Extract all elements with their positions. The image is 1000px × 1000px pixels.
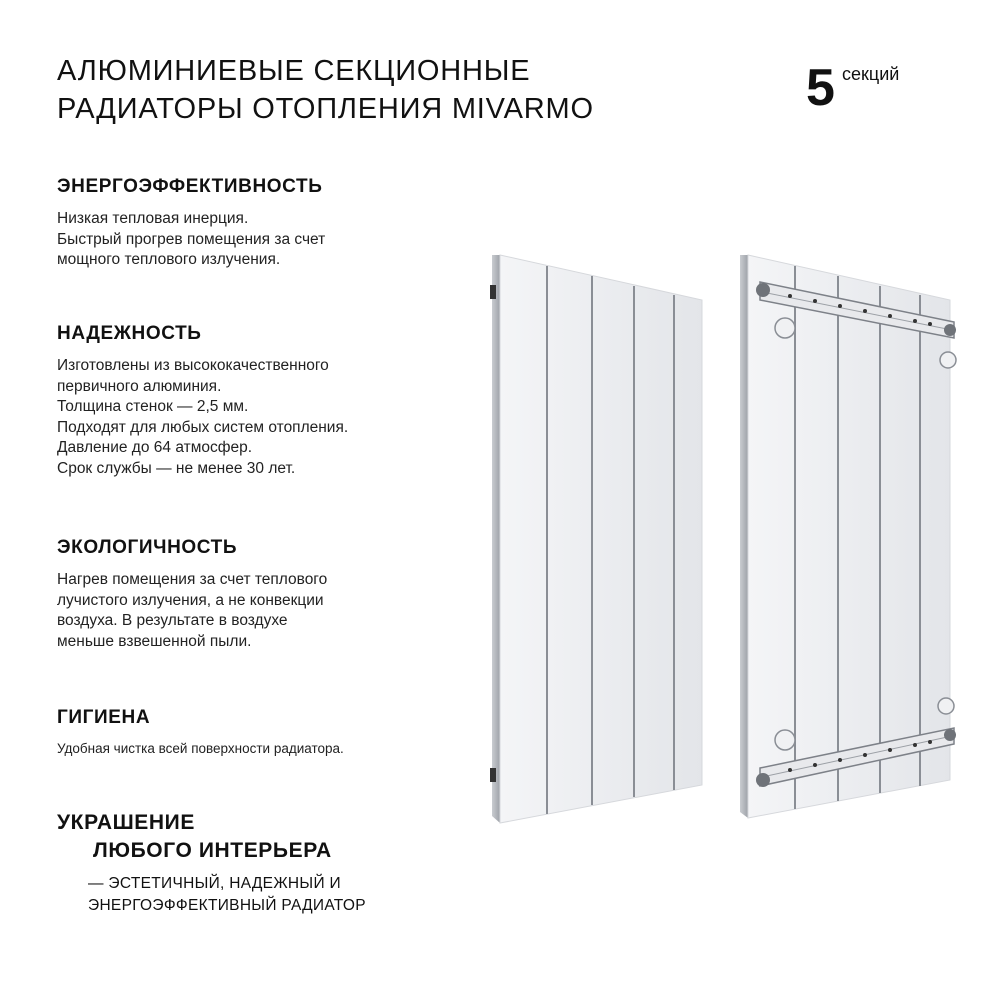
sections-label: секций	[842, 64, 900, 84]
feature-text-line: Подходят для любых систем отопления.	[57, 418, 349, 436]
radiator-front-view	[490, 255, 702, 823]
feature-text-line: мощного теплового излучения.	[57, 251, 281, 269]
feature-heading: ЭКОЛОГИЧНОСТЬ	[57, 537, 238, 558]
feature-text-line: Изготовлены из высококачественного	[57, 357, 329, 374]
feature-text-line: Давление до 64 атмосфер.	[57, 439, 253, 457]
decor-subtext-line-2: ЭНЕРГОЭФФЕКТИВНЫЙ РАДИАТОР	[88, 897, 366, 914]
title-line-1: АЛЮМИНИЕВЫЕ СЕКЦИОННЫЕ	[57, 55, 531, 87]
feature-ecology	[57, 536, 457, 652]
feature-text-line: Срок службы — не менее 30 лет.	[57, 459, 296, 477]
feature-text-line: Толщина стенок — 2,5 мм.	[57, 398, 249, 416]
title-line-2: РАДИАТОРЫ ОТОПЛЕНИЯ MIVARMO	[57, 93, 594, 125]
feature-text-line: воздуха. В результате в воздухе	[57, 612, 288, 630]
decor-subtext-line-1: — ЭСТЕТИЧНЫЙ, НАДЕЖНЫЙ И	[88, 875, 341, 892]
feature-text-line: Удобная чистка всей поверхности радиатора.	[57, 741, 344, 756]
decor-heading-line-1: УКРАШЕНИЕ	[57, 811, 195, 834]
feature-heading: ГИГИЕНА	[57, 707, 151, 728]
interior-decoration-block	[57, 809, 366, 917]
feature-hygiene	[57, 706, 457, 760]
feature-text-line: лучистого излучения, а не конвекции	[57, 591, 324, 609]
decor-heading-line-2: ЛЮБОГО ИНТЕРЬЕРА	[93, 839, 332, 862]
feature-heading: ЭНЕРГОЭФФЕКТИВНОСТЬ	[57, 176, 323, 197]
feature-heading: НАДЕЖНОСТЬ	[57, 323, 202, 344]
radiator-back-view	[740, 255, 956, 818]
feature-text-line: Низкая тепловая инерция.	[57, 210, 249, 227]
feature-reliability	[57, 322, 457, 480]
feature-text-line: Нагрев помещения за счет теплового	[57, 571, 328, 588]
sections-number: 5	[806, 59, 835, 117]
radiator-images	[460, 240, 980, 840]
feature-text-line: первичного алюминия.	[57, 377, 222, 395]
feature-text-line: меньше взвешенной пыли.	[57, 632, 252, 650]
feature-energy-efficiency	[57, 175, 457, 271]
feature-text-line: Быстрый прогрев помещения за счет	[57, 230, 326, 248]
page-title	[57, 52, 594, 128]
